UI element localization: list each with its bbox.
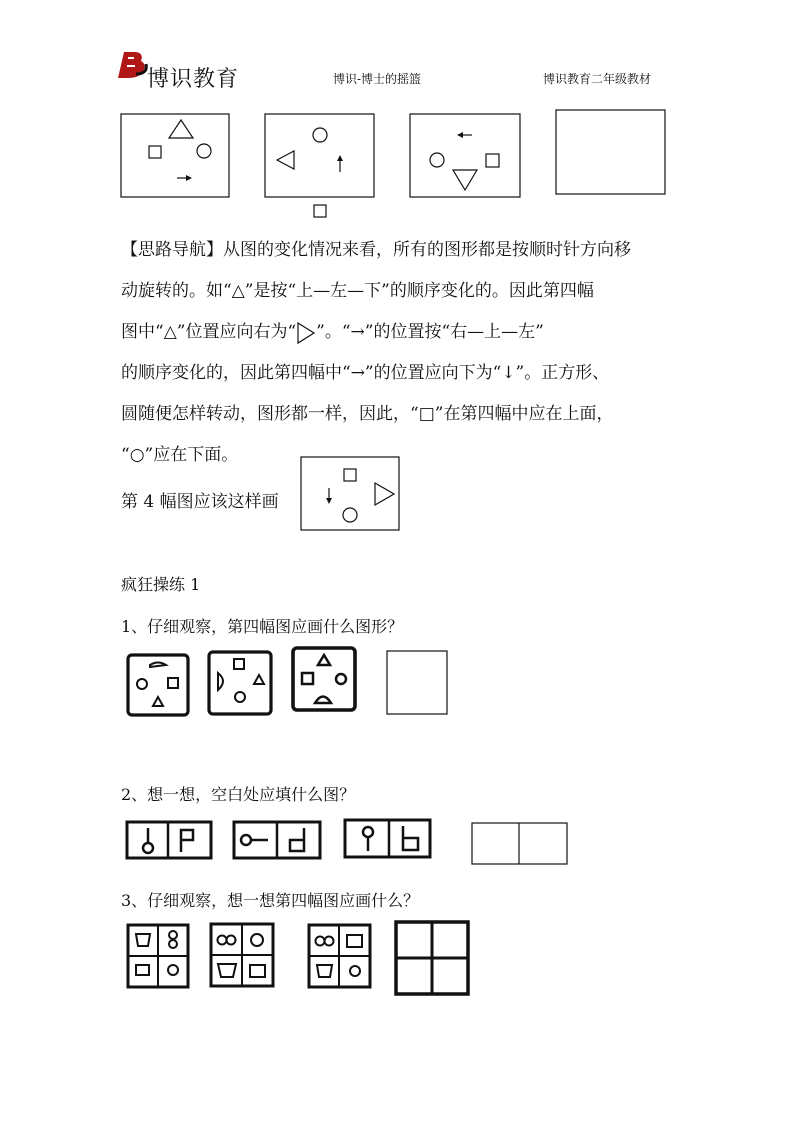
header-right: 博识教育二年级教材 [543,72,652,86]
guide-label: 【思路导航】 [121,240,223,260]
explanation-line-1: 【思路导航】从图的变化情况来看，所有的图形都是按顺时针方向移 [121,240,631,260]
explanation-line-5: 圆随便怎样转动，图形都一样，因此，“□”在第四幅中应在上面， [121,404,614,424]
explanation-line-4: 的顺序变化的，因此第四幅中“→”的位置应向下为“↓”。正方形、 [121,363,610,383]
practice-title: 疯狂操练 1 [121,575,201,594]
header-center: 博识-博士的摇篮 [333,72,422,86]
logo-text: 博识教育 [147,67,240,92]
q3-grid-2 [211,924,273,986]
q3-grid-1 [128,925,188,987]
explanation-line-6: “○”应在下面。 [121,445,239,465]
question-2: 2、想一想，空白处应填什么图？ [121,785,356,804]
q3-grid-4-blank [396,922,468,994]
answer-label: 第 4 幅图应该这样画 [121,492,279,512]
explanation-line-2: 动旋转的。如“△”是按“上—左—下”的顺序变化的。因此第四幅 [121,281,594,301]
question-3: 3、仔细观察，想一想第四幅图应画什么？ [121,891,420,910]
question-1: 1、仔细观察，第四幅图应画什么图形？ [121,617,404,636]
q3-grid-3 [309,925,370,987]
explanation-line-3: 图中“△”位置应向右为“ ”。“→”的位置按“右—上—左” [121,322,544,342]
